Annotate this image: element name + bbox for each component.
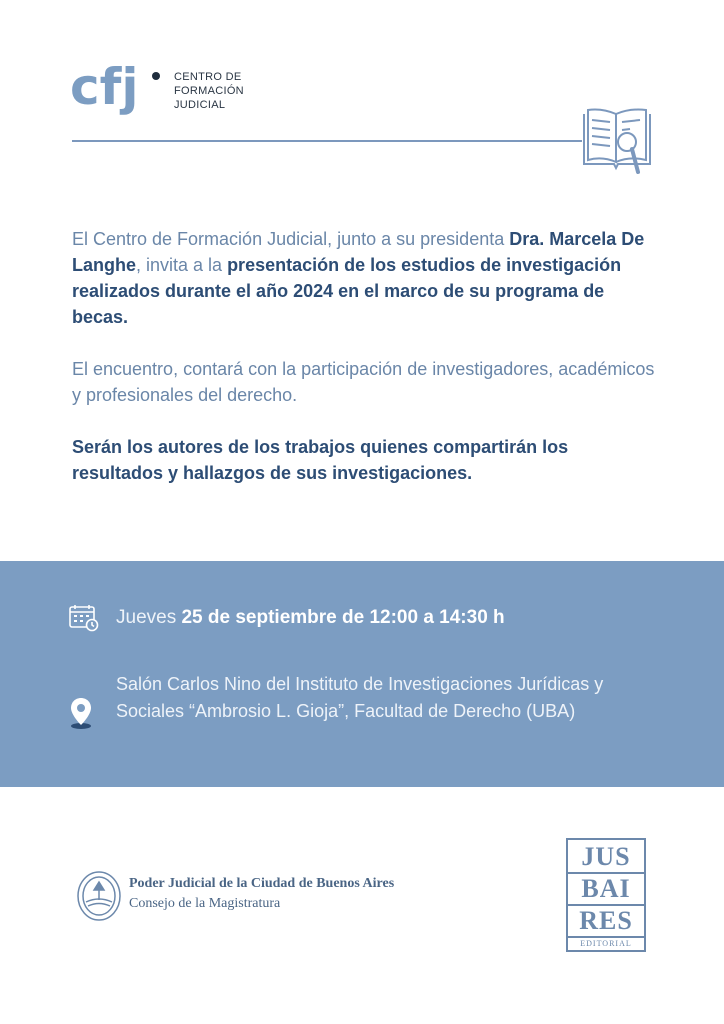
autores-paragraph: Serán los autores de los trabajos quienes compartirán los resultados y hallazgos de sus investigaciones. [72, 437, 569, 483]
president-name: Dra. Marcela De Langhe [72, 229, 645, 275]
logo-mark-text: cfj [70, 60, 139, 116]
event-datetime: 25 de septiembre de 12:00 a 14:30 h [181, 607, 505, 628]
logo-line-3: JUDICIAL [174, 99, 226, 111]
jusbaires-row-2: BAI [568, 874, 644, 906]
encuentro-paragraph: El encuentro, contará con la participación de investigadores, académicos y profesionales del derecho. [72, 359, 655, 405]
intro-text-b: , invita a la [136, 255, 228, 275]
event-venue: Salón Carlos Nino del Instituto de Investigaciones Jurídicas y Sociales “Ambrosio L. Gioja”, Facultad de Derecho (UBA) [116, 674, 604, 721]
cfj-logo-icon [70, 60, 148, 122]
org-title: Poder Judicial de la Ciudad de Buenos Aires [129, 876, 395, 891]
logo-wordmark [174, 70, 244, 112]
calendar-icon [69, 604, 99, 632]
header-divider [72, 140, 582, 142]
logo-line-2: FORMACIÓN [174, 85, 244, 97]
jusbaires-editorial: EDITORIAL [580, 939, 632, 948]
jusbaires-row-1: JUS [568, 840, 644, 874]
jusbaires-logo [566, 838, 646, 952]
intro-highlight: presentación de los estudios de investigación realizados durante el año 2024 en el marco de su programa de becas. [72, 255, 622, 327]
event-date [116, 605, 505, 631]
jusbaires-row-3: RES [568, 906, 644, 938]
event-day: Jueves [116, 607, 182, 628]
intro-text-a: El Centro de Formación Judicial, junto a su presidenta [72, 229, 510, 249]
book-magnifier-icon [580, 104, 654, 180]
location-pin-icon [68, 696, 94, 730]
city-seal-icon [76, 870, 122, 922]
logo-dot [152, 72, 160, 80]
intro-paragraph [72, 226, 662, 330]
logo-line-1: CENTRO DE [174, 71, 242, 83]
org-subtitle: Consejo de la Magistratura [129, 896, 281, 911]
